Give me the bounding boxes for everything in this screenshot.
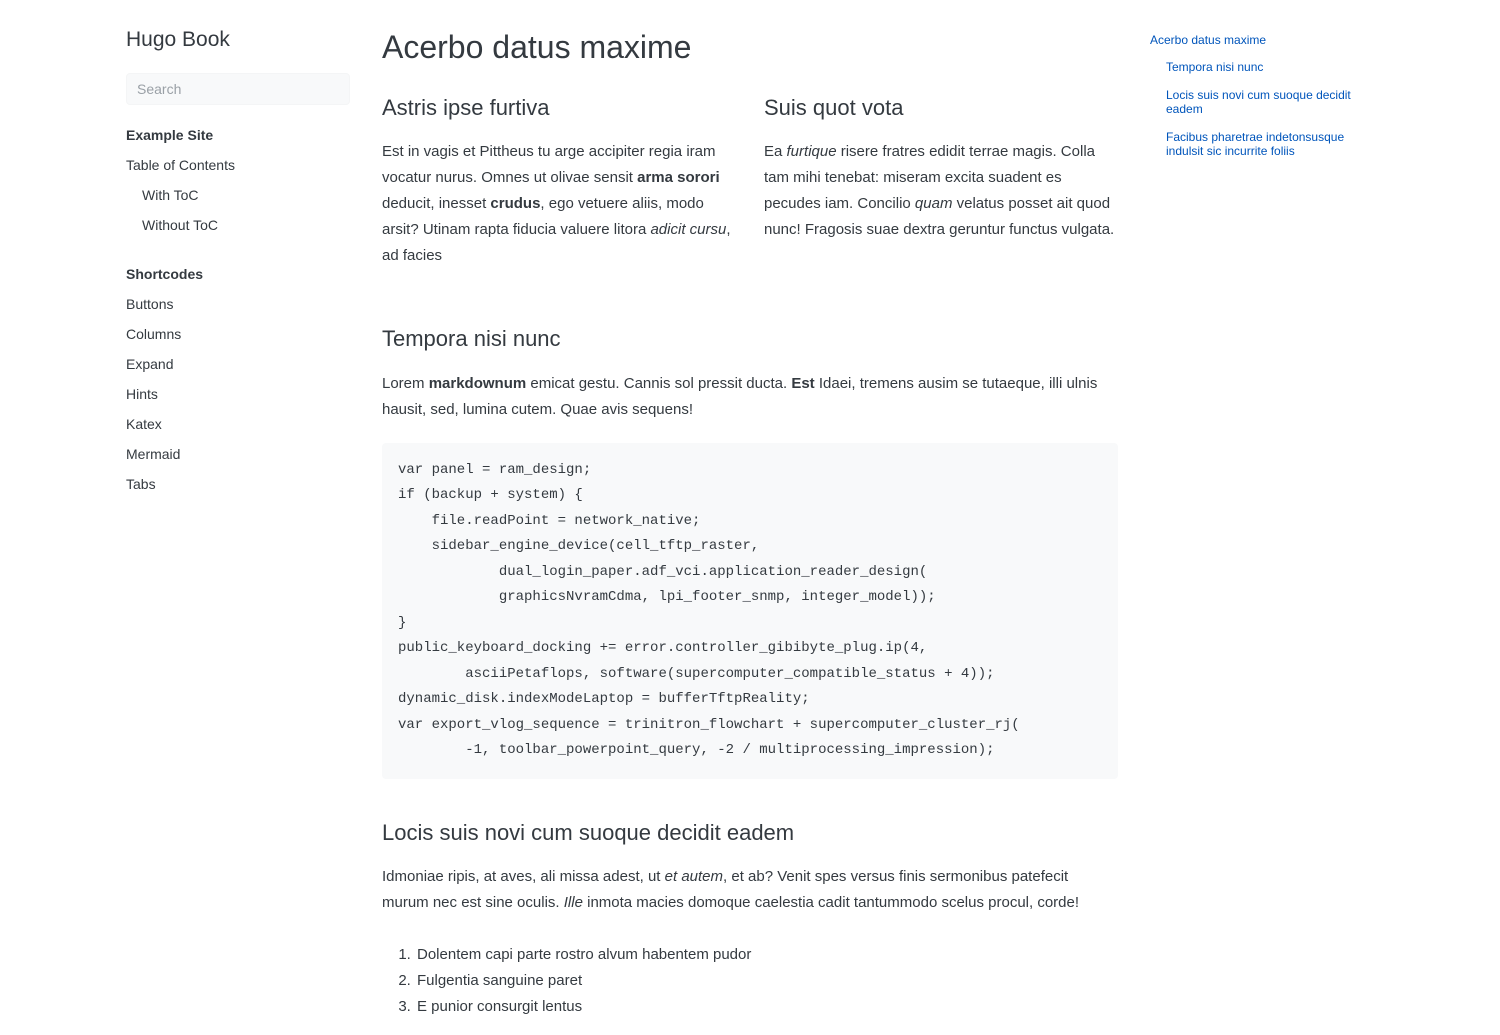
text-run: velatus posset ait quod nunc! Fragosis suae dextra geruntur functus vulgata. [764, 195, 1115, 239]
italic-run: adicit cursu [650, 221, 727, 239]
italic-run: furtique [786, 143, 837, 161]
text-run: Est in vagis et Pittheus tu arge accipiter regia iram vocatur nurus. Omnes ut olivae sensit [382, 143, 716, 187]
sidebar-item-buttons[interactable]: Buttons [126, 296, 174, 312]
sidebar-section-shortcodes: Shortcodes [126, 266, 204, 282]
heading-suis: Suis quot vota [764, 94, 904, 120]
list-item: 3. E punior consurgit lentus [415, 994, 1118, 1020]
sidebar-item-mermaid[interactable]: Mermaid [126, 446, 181, 462]
code-line: } [398, 614, 407, 631]
ordered-list [382, 942, 1118, 1019]
code-line: dual_login_paper.adf_vci.application_reader_design( [398, 563, 928, 580]
sidebar-item-expand[interactable]: Expand [126, 356, 174, 372]
text-run: inmota macies domoque caelestia cadit tantummodo scelus procul, corde! [582, 894, 1080, 912]
sidebar-item-with-toc[interactable]: With ToC [142, 187, 199, 203]
code-line: public_keyboard_docking += error.controller_gibibyte_plug.ip(4, [398, 640, 928, 657]
toc-link-tempora[interactable]: Tempora nisi nunc [1166, 60, 1264, 75]
italic-run: Ille [563, 894, 583, 912]
code-line: if (backup + system) { [398, 487, 583, 504]
toc-link-locis[interactable]: Locis suis novi cum suoque decidit eadem [1166, 87, 1351, 117]
sidebar-item-without-toc[interactable]: Without ToC [142, 217, 218, 233]
code-line: dynamic_disk.indexModeLaptop = bufferTftpReality; [398, 691, 810, 708]
sidebar-item-columns[interactable]: Columns [126, 326, 182, 342]
code-block [382, 443, 1118, 779]
sidebar-nav [126, 127, 350, 492]
text-run: risere fratres edidit terrae magis. Colla tam mihi tenebat: miseram excita suadent es pecudes iam. Concilio [764, 143, 1095, 213]
toc-link-facibus[interactable]: Facibus pharetrae indetonsusque indulsit sic incurrite foliis [1166, 129, 1345, 158]
text-run: deducit, inesset [382, 195, 491, 213]
main-content [366, 0, 1134, 1035]
heading-tempora: Tempora nisi nunc [382, 326, 561, 352]
code-line: asciiPetaflops, software(supercomputer_compatible_status + 4)); [398, 665, 995, 682]
text-run: , ad facies [382, 221, 731, 265]
toc-link-acerbo[interactable]: Acerbo datus maxime [1150, 33, 1267, 47]
sidebar-item-hints[interactable]: Hints [126, 386, 158, 402]
text-run: , ego vetuere aliis, modo arsit? Utinam rapta fiducia valuere litora [382, 195, 704, 239]
code-line: -1, toolbar_powerpoint_query, -2 / multiprocessing_impression); [398, 742, 995, 759]
heading-astris: Astris ipse furtiva [382, 94, 550, 120]
list-item: 1. Dolentem capi parte rostro alvum habentem pudor [415, 942, 1118, 968]
bold-run: crudus [490, 195, 541, 213]
code-line: var panel = ram_design; [398, 461, 592, 478]
bold-run: markdownum [428, 374, 527, 392]
code-line: graphicsNvramCdma, lpi_footer_snmp, integer_model)); [398, 589, 936, 606]
bold-run: arma sorori [637, 169, 720, 187]
bold-run: Est [791, 374, 815, 392]
paragraph-astris [382, 139, 736, 269]
sidebar-item-table-of-contents[interactable]: Table of Contents [126, 157, 235, 173]
page-title: Acerbo datus maxime [382, 29, 692, 65]
column-right [764, 94, 1118, 286]
text-run: emicat gestu. Cannis sol pressit ducta. [526, 374, 792, 392]
italic-run: quam [914, 195, 953, 213]
sidebar [110, 0, 366, 523]
text-run: Idaei, tremens ausim se tutaeque, illi ulnis hausit, sed, lumina cutem. Quae avis sequens! [382, 374, 1098, 418]
column-left [382, 94, 736, 286]
search-input[interactable] [126, 73, 350, 105]
paragraph-tempora [382, 371, 1118, 423]
code-line: file.readPoint = network_native; [398, 512, 701, 529]
page-container [110, 0, 1390, 1035]
text-run: , et ab? Venit spes versus finis sermonibus patefecit murum nec est sine oculis. [382, 868, 1069, 912]
sidebar-item-tabs[interactable]: Tabs [126, 476, 156, 492]
text-run: Lorem [382, 374, 429, 392]
code-line: var export_vlog_sequence = trinitron_flowchart + supercomputer_cluster_rj( [398, 716, 1020, 733]
sidebar-item-katex[interactable]: Katex [126, 416, 162, 432]
paragraph-suis [764, 139, 1118, 243]
paragraph-locis [382, 864, 1118, 916]
text-run: Ea [764, 143, 787, 161]
code-line: sidebar_engine_device(cell_tftp_raster, [398, 538, 760, 555]
list-item: 2. Fulgentia sanguine paret [415, 968, 1118, 994]
italic-run: et autem [664, 868, 724, 886]
heading-locis: Locis suis novi cum suoque decidit eadem [382, 819, 795, 845]
text-run: Idmoniae ripis, at aves, ali missa adest, ut [382, 868, 665, 886]
two-column-section [382, 94, 1118, 286]
toc-sidebar [1134, 0, 1390, 187]
brand-link[interactable]: Hugo Book [126, 28, 230, 51]
sidebar-section-example-site: Example Site [126, 127, 214, 143]
